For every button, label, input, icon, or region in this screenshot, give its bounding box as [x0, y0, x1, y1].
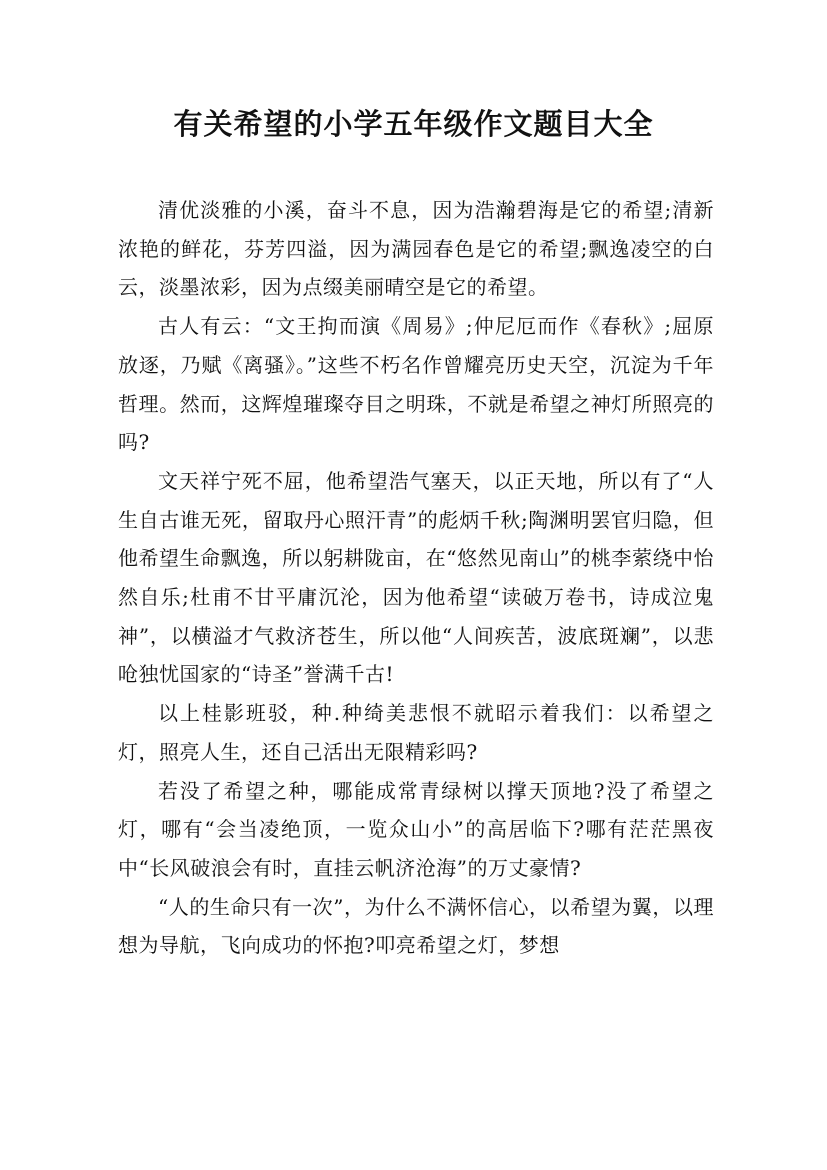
paragraph: 若没了希望之种，哪能成常青绿树以撑天顶地?没了希望之灯，哪有“会当凌绝顶，一览众山小”的高居临下?哪有茫茫黑夜中“长风破浪会有时，直挂云帆济沧海”的万丈豪情?: [118, 778, 714, 880]
paragraph: 清优淡雅的小溪，奋斗不息，因为浩瀚碧海是它的希望;清新浓艳的鲜花，芬芳四溢，因为满园春色是它的希望;飘逸凌空的白云，淡墨浓彩，因为点缀美丽晴空是它的希望。: [118, 198, 714, 300]
paragraph: 古人有云：“文王拘而演《周易》;仲尼厄而作《春秋》;屈原放逐，乃赋《离骚》。”这些不朽名作曾耀亮历史天空，沉淀为千年哲理。然而，这辉煌璀璨夺目之明珠，不就是希望之神灯所照亮的吗?: [118, 314, 714, 455]
paragraph: 文天祥宁死不屈，他希望浩气塞天，以正天地，所以有了“人生自古谁无死，留取丹心照汗青”的彪炳千秋;陶渊明罢官归隐，但他希望生命飘逸，所以躬耕陇亩，在“悠然见南山”的桃李萦绕中怡然自乐;杜甫不甘平庸沉沦，因为他希望“读破万卷书，诗成泣鬼神”，以横溢才气救济苍生，所以他“人间疾苦，波底斑斓”，以悲呛独忧国家的“诗圣”誉满千古!: [118, 468, 714, 687]
paragraph: 以上桂影班驳，种.种绮美悲恨不就昭示着我们：以希望之灯，照亮人生，还自己活出无限精彩吗?: [118, 701, 714, 764]
paragraph: “人的生命只有一次”，为什么不满怀信心，以希望为翼，以理想为导航，飞向成功的怀抱?叩亮希望之灯，梦想: [118, 894, 714, 958]
document-title: 有关希望的小学五年级作文题目大全: [173, 107, 654, 141]
document-body: [118, 191, 714, 965]
